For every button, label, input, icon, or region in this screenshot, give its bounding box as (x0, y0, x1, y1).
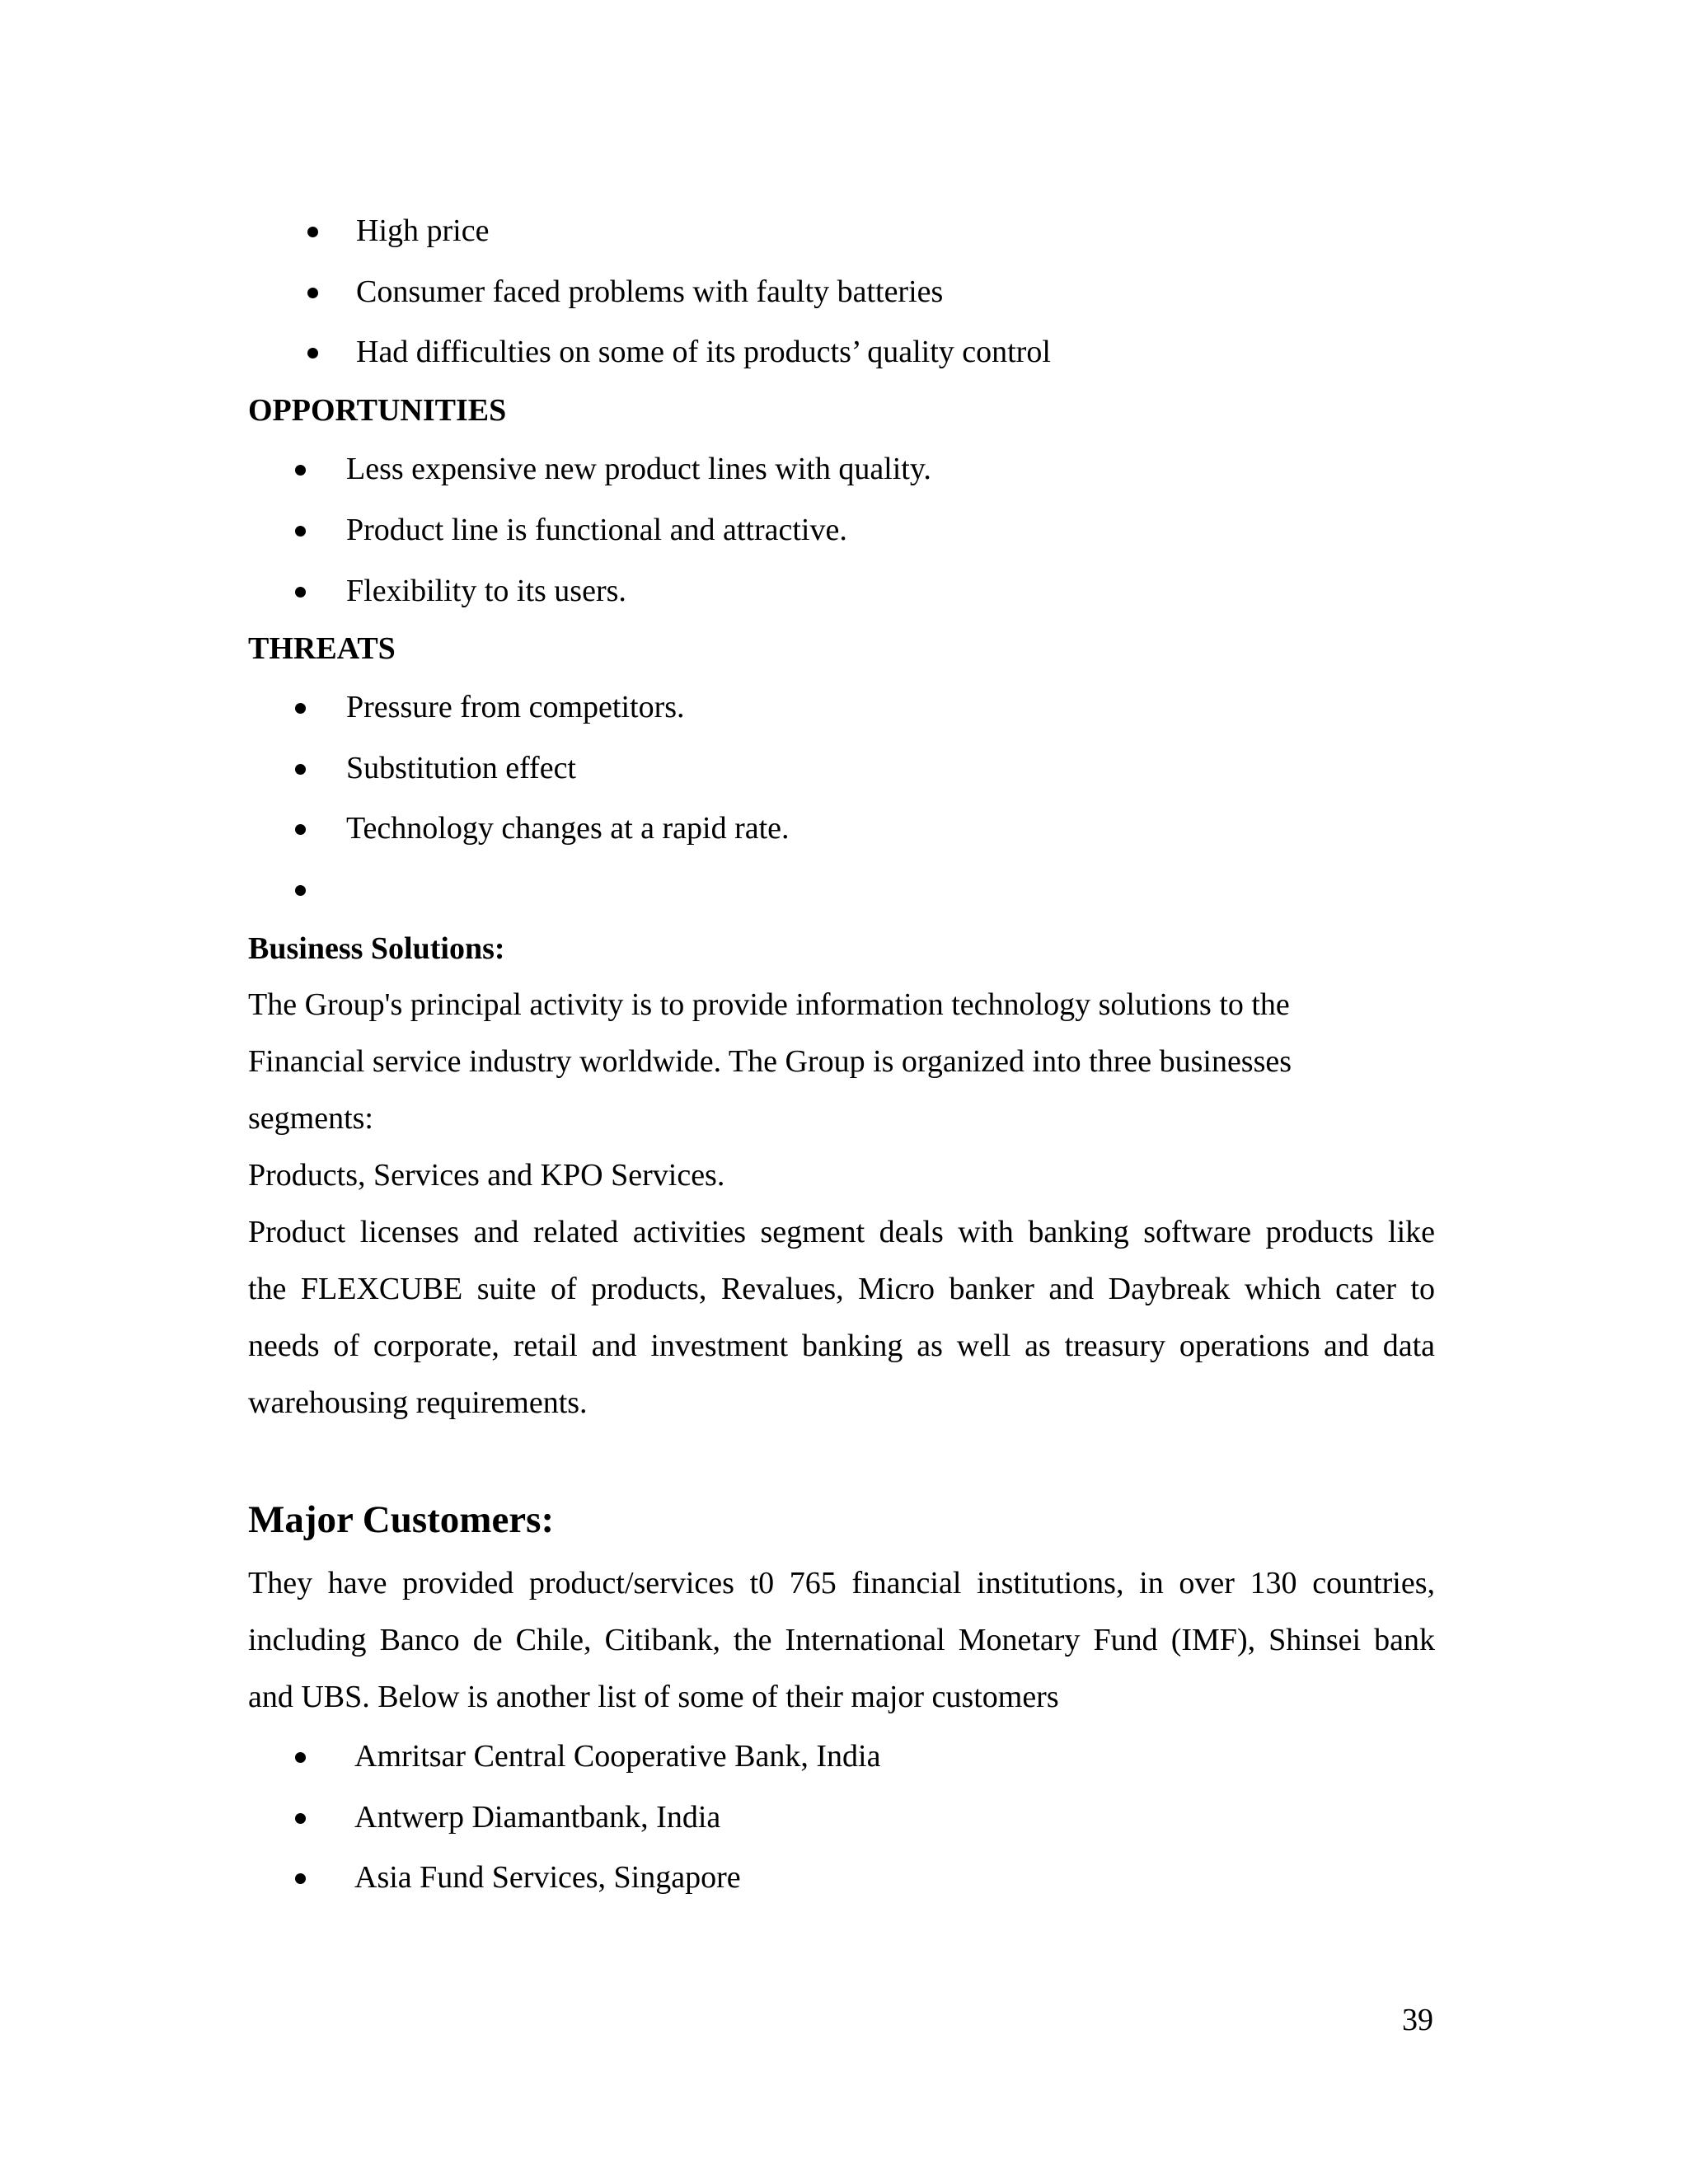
section-heading-business-solutions: Business Solutions: (248, 931, 505, 966)
paragraph-line: Products, Services and KPO Services. (248, 1158, 725, 1193)
list-item-text: Pressure from competitors. (346, 690, 685, 724)
bullet-icon (295, 465, 306, 476)
paragraph-line: Financial service industry worldwide. The Group is organized into three businesses (248, 1044, 1292, 1079)
bullet-icon (307, 288, 318, 298)
paragraph-line: warehousing requirements. (248, 1385, 588, 1420)
paragraph-line: segments: (248, 1101, 373, 1136)
list-item-text: Asia Fund Services, Singapore (354, 1860, 741, 1895)
paragraph-line: They have provided product/services t0 765 financial institutions, in over 130 countries, (248, 1566, 1435, 1601)
list-item-text: Less expensive new product lines with quality. (346, 452, 931, 486)
list-item-text: Flexibility to its users. (346, 574, 626, 608)
bullet-icon (295, 824, 306, 835)
section-heading-threats: THREATS (248, 631, 396, 666)
list-item-text: Had difficulties on some of its products’ quality control (356, 335, 1051, 369)
list-item-text: High price (356, 213, 490, 248)
paragraph-line: needs of corporate, retail and investment banking as well as treasury operations and data (248, 1329, 1435, 1363)
bullet-icon (295, 1752, 306, 1763)
list-item-text: Amritsar Central Cooperative Bank, India (354, 1739, 881, 1774)
bullet-icon (295, 764, 306, 775)
paragraph-line: Product licenses and related activities segment deals with banking software products like (248, 1215, 1435, 1249)
bullet-icon (295, 587, 306, 598)
list-item-text: Technology changes at a rapid rate. (346, 811, 790, 846)
bullet-icon (307, 348, 318, 359)
paragraph-line: including Banco de Chile, Citibank, the International Monetary Fund (IMF), Shinsei bank (248, 1623, 1435, 1657)
paragraph-line: and UBS. Below is another list of some of their major customers (248, 1680, 1059, 1714)
page-number: 39 (1402, 2003, 1433, 2037)
bullet-icon (295, 1873, 306, 1884)
section-heading-opportunities: OPPORTUNITIES (248, 393, 507, 428)
paragraph-line: the FLEXCUBE suite of products, Revalues, Micro banker and Daybreak which cater to (248, 1272, 1435, 1306)
section-heading-major-customers: Major Customers: (248, 1498, 555, 1541)
list-item-text: Product line is functional and attractive. (346, 513, 847, 547)
bullet-icon (295, 1813, 306, 1824)
list-item-text: Consumer faced problems with faulty batteries (356, 274, 944, 309)
list-item-text: Antwerp Diamantbank, India (354, 1800, 721, 1835)
bullet-icon (295, 526, 306, 537)
list-item-text: Substitution effect (346, 751, 576, 785)
paragraph-line: The Group's principal activity is to provide information technology solutions to the (248, 987, 1290, 1022)
bullet-icon (307, 227, 318, 237)
bullet-icon (295, 703, 306, 714)
bullet-icon (295, 885, 306, 896)
